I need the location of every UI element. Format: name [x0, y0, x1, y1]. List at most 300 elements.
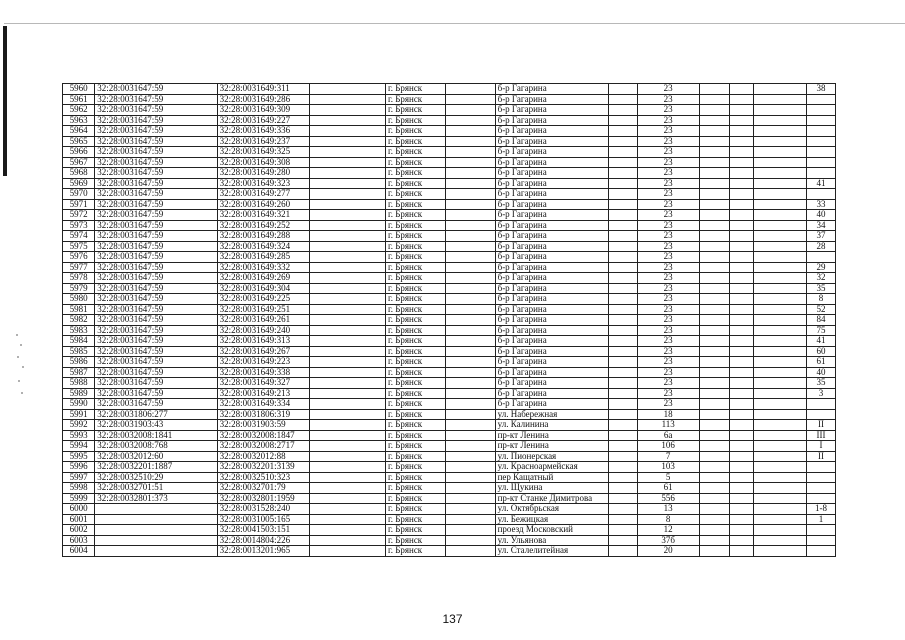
- empty-cell: [754, 241, 807, 252]
- house-number-cell: 23: [637, 115, 699, 126]
- street-cell: б-р Гагарина: [495, 136, 608, 147]
- cadastral-number: 32:28:0031649:260: [217, 199, 309, 210]
- row-number: 5998: [63, 483, 95, 494]
- empty-cell: [754, 546, 807, 557]
- city-cell: г. Брянск: [386, 472, 446, 483]
- street-cell: б-р Гагарина: [495, 262, 608, 273]
- row-number: 6000: [63, 504, 95, 515]
- empty-cell: [699, 420, 729, 431]
- cadastral-number: 32:28:0031649:213: [217, 388, 309, 399]
- apartment-number-cell: 40: [807, 367, 836, 378]
- street-cell: ул. Пионерская: [495, 451, 608, 462]
- city-cell: г. Брянск: [386, 147, 446, 158]
- city-cell: г. Брянск: [386, 357, 446, 368]
- empty-cell: [699, 483, 729, 494]
- land-parcel-number: 32:28:0031647:59: [95, 262, 217, 273]
- street-cell: б-р Гагарина: [495, 84, 608, 95]
- empty-cell: [754, 367, 807, 378]
- empty-cell: [309, 388, 385, 399]
- street-cell: ул. Калинина: [495, 420, 608, 431]
- table-row: [63, 514, 836, 525]
- empty-cell: [608, 451, 637, 462]
- empty-cell: [309, 220, 385, 231]
- table-row: [63, 430, 836, 441]
- house-number-cell: 23: [637, 105, 699, 116]
- empty-cell: [699, 514, 729, 525]
- city-cell: г. Брянск: [386, 178, 446, 189]
- empty-cell: [754, 357, 807, 368]
- empty-cell: [608, 472, 637, 483]
- row-number: 5976: [63, 252, 95, 263]
- house-number-cell: 23: [637, 294, 699, 305]
- street-cell: б-р Гагарина: [495, 346, 608, 357]
- empty-cell: [608, 493, 637, 504]
- empty-cell: [608, 514, 637, 525]
- land-parcel-number: 32:28:0032012:60: [95, 451, 217, 462]
- apartment-number-cell: 40: [807, 210, 836, 221]
- cadastral-number: 32:28:0014804:226: [217, 535, 309, 546]
- row-number: 6004: [63, 546, 95, 557]
- table-row: [63, 420, 836, 431]
- land-parcel-number: [95, 514, 217, 525]
- table-row: [63, 84, 836, 95]
- table-row: [63, 441, 836, 452]
- empty-cell: [446, 304, 496, 315]
- empty-cell: [699, 399, 729, 410]
- land-parcel-number: 32:28:0032701:51: [95, 483, 217, 494]
- land-parcel-number: [95, 504, 217, 515]
- city-cell: г. Брянск: [386, 105, 446, 116]
- empty-cell: [754, 105, 807, 116]
- cadastral-number: 32:28:0031649:321: [217, 210, 309, 221]
- empty-cell: [608, 294, 637, 305]
- empty-cell: [309, 304, 385, 315]
- empty-cell: [699, 546, 729, 557]
- house-number-cell: 8: [637, 514, 699, 525]
- house-number-cell: 23: [637, 304, 699, 315]
- street-cell: ул. Октябрьская: [495, 504, 608, 515]
- house-number-cell: 23: [637, 231, 699, 242]
- empty-cell: [754, 147, 807, 158]
- street-cell: пр-кт Ленина: [495, 441, 608, 452]
- empty-cell: [608, 273, 637, 284]
- empty-cell: [608, 462, 637, 473]
- empty-cell: [446, 241, 496, 252]
- street-cell: пр-кт Станке Димитрова: [495, 493, 608, 504]
- empty-cell: [309, 472, 385, 483]
- empty-cell: [754, 388, 807, 399]
- street-cell: б-р Гагарина: [495, 273, 608, 284]
- street-cell: б-р Гагарина: [495, 189, 608, 200]
- table-row: [63, 157, 836, 168]
- cadastral-number: 32:28:0032008:2717: [217, 441, 309, 452]
- house-number-cell: 7: [637, 451, 699, 462]
- empty-cell: [699, 441, 729, 452]
- empty-cell: [309, 483, 385, 494]
- table-row: [63, 189, 836, 200]
- land-parcel-number: 32:28:0031647:59: [95, 157, 217, 168]
- house-number-cell: 23: [637, 136, 699, 147]
- empty-cell: [446, 367, 496, 378]
- row-number: 5995: [63, 451, 95, 462]
- empty-cell: [608, 388, 637, 399]
- empty-cell: [446, 420, 496, 431]
- city-cell: г. Брянск: [386, 430, 446, 441]
- apartment-number-cell: III: [807, 430, 836, 441]
- table-row: [63, 504, 836, 515]
- land-parcel-number: [95, 525, 217, 536]
- empty-cell: [754, 325, 807, 336]
- empty-cell: [608, 346, 637, 357]
- empty-cell: [309, 367, 385, 378]
- table-row: [63, 199, 836, 210]
- empty-cell: [309, 252, 385, 263]
- empty-cell: [729, 546, 753, 557]
- empty-cell: [754, 273, 807, 284]
- empty-cell: [729, 378, 753, 389]
- land-parcel-number: 32:28:0031647:59: [95, 252, 217, 263]
- city-cell: г. Брянск: [386, 462, 446, 473]
- empty-cell: [699, 105, 729, 116]
- row-number: 5983: [63, 325, 95, 336]
- empty-cell: [446, 168, 496, 179]
- land-parcel-number: 32:28:0031647:59: [95, 357, 217, 368]
- empty-cell: [608, 252, 637, 263]
- cadastral-number: 32:28:0031649:313: [217, 336, 309, 347]
- empty-cell: [754, 336, 807, 347]
- cadastral-number: 32:28:0031649:277: [217, 189, 309, 200]
- empty-cell: [446, 378, 496, 389]
- land-parcel-number: 32:28:0031647:59: [95, 346, 217, 357]
- street-cell: пер Кащатный: [495, 472, 608, 483]
- apartment-number-cell: 84: [807, 315, 836, 326]
- street-cell: б-р Гагарина: [495, 94, 608, 105]
- apartment-number-cell: 33: [807, 199, 836, 210]
- empty-cell: [699, 504, 729, 515]
- house-number-cell: 23: [637, 168, 699, 179]
- empty-cell: [699, 378, 729, 389]
- street-cell: б-р Гагарина: [495, 115, 608, 126]
- row-number: 5975: [63, 241, 95, 252]
- house-number-cell: 23: [637, 189, 699, 200]
- street-cell: б-р Гагарина: [495, 294, 608, 305]
- land-parcel-number: 32:28:0031647:59: [95, 136, 217, 147]
- empty-cell: [446, 388, 496, 399]
- land-parcel-number: 32:28:0031647:59: [95, 220, 217, 231]
- empty-cell: [608, 483, 637, 494]
- empty-cell: [309, 147, 385, 158]
- empty-cell: [608, 115, 637, 126]
- cadastral-number: 32:28:0031649:227: [217, 115, 309, 126]
- house-number-cell: 23: [637, 178, 699, 189]
- empty-cell: [608, 241, 637, 252]
- scan-top-rule: [4, 23, 905, 24]
- street-cell: б-р Гагарина: [495, 220, 608, 231]
- table-row: [63, 546, 836, 557]
- land-parcel-number: 32:28:0031647:59: [95, 147, 217, 158]
- row-number: 5991: [63, 409, 95, 420]
- empty-cell: [754, 294, 807, 305]
- street-cell: б-р Гагарина: [495, 210, 608, 221]
- empty-cell: [446, 294, 496, 305]
- city-cell: г. Брянск: [386, 168, 446, 179]
- empty-cell: [309, 231, 385, 242]
- empty-cell: [309, 346, 385, 357]
- empty-cell: [754, 231, 807, 242]
- cadastral-number: 32:28:0031649:311: [217, 84, 309, 95]
- city-cell: г. Брянск: [386, 525, 446, 536]
- empty-cell: [608, 525, 637, 536]
- apartment-number-cell: 34: [807, 220, 836, 231]
- register-table: [62, 83, 836, 557]
- apartment-number-cell: 1-8: [807, 504, 836, 515]
- empty-cell: [446, 399, 496, 410]
- cadastral-number: 32:28:0032008:1847: [217, 430, 309, 441]
- city-cell: г. Брянск: [386, 378, 446, 389]
- empty-cell: [446, 315, 496, 326]
- table-row: [63, 136, 836, 147]
- empty-cell: [446, 136, 496, 147]
- table-row: [63, 294, 836, 305]
- row-number: 5978: [63, 273, 95, 284]
- street-cell: б-р Гагарина: [495, 105, 608, 116]
- empty-cell: [729, 84, 753, 95]
- row-number: 5980: [63, 294, 95, 305]
- empty-cell: [729, 420, 753, 431]
- empty-cell: [754, 168, 807, 179]
- land-parcel-number: 32:28:0031647:59: [95, 294, 217, 305]
- empty-cell: [309, 451, 385, 462]
- table-row: [63, 535, 836, 546]
- empty-cell: [699, 115, 729, 126]
- empty-cell: [754, 535, 807, 546]
- row-number: 5988: [63, 378, 95, 389]
- empty-cell: [729, 357, 753, 368]
- empty-cell: [729, 451, 753, 462]
- empty-cell: [754, 399, 807, 410]
- cadastral-number: 32:28:0031649:332: [217, 262, 309, 273]
- empty-cell: [446, 346, 496, 357]
- empty-cell: [729, 367, 753, 378]
- land-parcel-number: 32:28:0031647:59: [95, 210, 217, 221]
- house-number-cell: 113: [637, 420, 699, 431]
- row-number: 5990: [63, 399, 95, 410]
- empty-cell: [309, 420, 385, 431]
- street-cell: б-р Гагарина: [495, 357, 608, 368]
- empty-cell: [729, 147, 753, 158]
- empty-cell: [699, 346, 729, 357]
- city-cell: г. Брянск: [386, 199, 446, 210]
- empty-cell: [309, 409, 385, 420]
- apartment-number-cell: 60: [807, 346, 836, 357]
- empty-cell: [729, 126, 753, 137]
- empty-cell: [754, 346, 807, 357]
- land-parcel-number: 32:28:0031647:59: [95, 84, 217, 95]
- row-number: 5965: [63, 136, 95, 147]
- empty-cell: [699, 210, 729, 221]
- empty-cell: [729, 441, 753, 452]
- row-number: 5992: [63, 420, 95, 431]
- house-number-cell: 106: [637, 441, 699, 452]
- cadastral-number: 32:28:0032510:323: [217, 472, 309, 483]
- apartment-number-cell: [807, 472, 836, 483]
- house-number-cell: 23: [637, 346, 699, 357]
- empty-cell: [699, 136, 729, 147]
- empty-cell: [309, 546, 385, 557]
- empty-cell: [309, 199, 385, 210]
- empty-cell: [729, 315, 753, 326]
- street-cell: б-р Гагарина: [495, 388, 608, 399]
- table-row: [63, 283, 836, 294]
- row-number: 5997: [63, 472, 95, 483]
- empty-cell: [699, 357, 729, 368]
- empty-cell: [608, 231, 637, 242]
- cadastral-number: 32:28:0031806:319: [217, 409, 309, 420]
- house-number-cell: 23: [637, 126, 699, 137]
- land-parcel-number: 32:28:0031647:59: [95, 388, 217, 399]
- house-number-cell: 18: [637, 409, 699, 420]
- house-number-cell: 23: [637, 399, 699, 410]
- empty-cell: [729, 294, 753, 305]
- empty-cell: [699, 178, 729, 189]
- city-cell: г. Брянск: [386, 504, 446, 515]
- empty-cell: [729, 252, 753, 263]
- cadastral-number: 32:28:0031649:286: [217, 94, 309, 105]
- empty-cell: [699, 409, 729, 420]
- empty-cell: [754, 525, 807, 536]
- land-parcel-number: 32:28:0031647:59: [95, 283, 217, 294]
- empty-cell: [446, 493, 496, 504]
- cadastral-number: 32:28:0041503:151: [217, 525, 309, 536]
- apartment-number-cell: [807, 525, 836, 536]
- empty-cell: [608, 357, 637, 368]
- empty-cell: [446, 252, 496, 263]
- empty-cell: [608, 378, 637, 389]
- city-cell: г. Брянск: [386, 220, 446, 231]
- land-parcel-number: 32:28:0031647:59: [95, 325, 217, 336]
- apartment-number-cell: II: [807, 451, 836, 462]
- apartment-number-cell: 1: [807, 514, 836, 525]
- table-row: [63, 462, 836, 473]
- city-cell: г. Брянск: [386, 535, 446, 546]
- cadastral-number: 32:28:0031649:324: [217, 241, 309, 252]
- cadastral-number: 32:28:0031649:251: [217, 304, 309, 315]
- empty-cell: [446, 220, 496, 231]
- empty-cell: [699, 147, 729, 158]
- city-cell: г. Брянск: [386, 483, 446, 494]
- empty-cell: [754, 199, 807, 210]
- house-number-cell: 6а: [637, 430, 699, 441]
- house-number-cell: 23: [637, 94, 699, 105]
- empty-cell: [608, 178, 637, 189]
- row-number: 5982: [63, 315, 95, 326]
- empty-cell: [754, 504, 807, 515]
- empty-cell: [729, 241, 753, 252]
- land-parcel-number: 32:28:0032510:29: [95, 472, 217, 483]
- table-row: [63, 168, 836, 179]
- apartment-number-cell: 3: [807, 388, 836, 399]
- table-row: [63, 315, 836, 326]
- empty-cell: [754, 514, 807, 525]
- empty-cell: [754, 451, 807, 462]
- empty-cell: [309, 136, 385, 147]
- city-cell: г. Брянск: [386, 367, 446, 378]
- city-cell: г. Брянск: [386, 325, 446, 336]
- house-number-cell: 23: [637, 367, 699, 378]
- empty-cell: [446, 336, 496, 347]
- empty-cell: [446, 84, 496, 95]
- row-number: 5974: [63, 231, 95, 242]
- row-number: 5966: [63, 147, 95, 158]
- empty-cell: [608, 168, 637, 179]
- empty-cell: [309, 535, 385, 546]
- empty-cell: [608, 325, 637, 336]
- empty-cell: [309, 262, 385, 273]
- street-cell: б-р Гагарина: [495, 336, 608, 347]
- apartment-number-cell: 35: [807, 378, 836, 389]
- empty-cell: [754, 304, 807, 315]
- empty-cell: [309, 283, 385, 294]
- empty-cell: [446, 462, 496, 473]
- empty-cell: [309, 105, 385, 116]
- empty-cell: [446, 546, 496, 557]
- empty-cell: [446, 178, 496, 189]
- row-number: 5993: [63, 430, 95, 441]
- row-number: 5968: [63, 168, 95, 179]
- empty-cell: [699, 252, 729, 263]
- cadastral-number: 32:28:0031649:261: [217, 315, 309, 326]
- table-row: [63, 147, 836, 158]
- street-cell: ул. Ульянова: [495, 535, 608, 546]
- cadastral-number: 32:28:0031649:252: [217, 220, 309, 231]
- empty-cell: [729, 525, 753, 536]
- empty-cell: [699, 525, 729, 536]
- land-parcel-number: 32:28:0031647:59: [95, 336, 217, 347]
- empty-cell: [309, 325, 385, 336]
- empty-cell: [608, 336, 637, 347]
- empty-cell: [699, 157, 729, 168]
- city-cell: г. Брянск: [386, 304, 446, 315]
- table-row: [63, 367, 836, 378]
- city-cell: г. Брянск: [386, 136, 446, 147]
- cadastral-number: 32:28:0031649:280: [217, 168, 309, 179]
- empty-cell: [754, 262, 807, 273]
- table-row: [63, 378, 836, 389]
- apartment-number-cell: 52: [807, 304, 836, 315]
- house-number-cell: 23: [637, 357, 699, 368]
- apartment-number-cell: 35: [807, 283, 836, 294]
- cadastral-number: 32:28:0031649:225: [217, 294, 309, 305]
- street-cell: б-р Гагарина: [495, 241, 608, 252]
- empty-cell: [754, 252, 807, 263]
- apartment-number-cell: [807, 126, 836, 137]
- empty-cell: [309, 462, 385, 473]
- table-row: [63, 357, 836, 368]
- empty-cell: [699, 325, 729, 336]
- house-number-cell: 23: [637, 315, 699, 326]
- city-cell: г. Брянск: [386, 294, 446, 305]
- empty-cell: [729, 273, 753, 284]
- empty-cell: [608, 399, 637, 410]
- cadastral-number: 32:28:0031649:308: [217, 157, 309, 168]
- empty-cell: [729, 472, 753, 483]
- empty-cell: [608, 126, 637, 137]
- city-cell: г. Брянск: [386, 451, 446, 462]
- row-number: 6001: [63, 514, 95, 525]
- street-cell: б-р Гагарина: [495, 399, 608, 410]
- row-number: 6002: [63, 525, 95, 536]
- empty-cell: [729, 409, 753, 420]
